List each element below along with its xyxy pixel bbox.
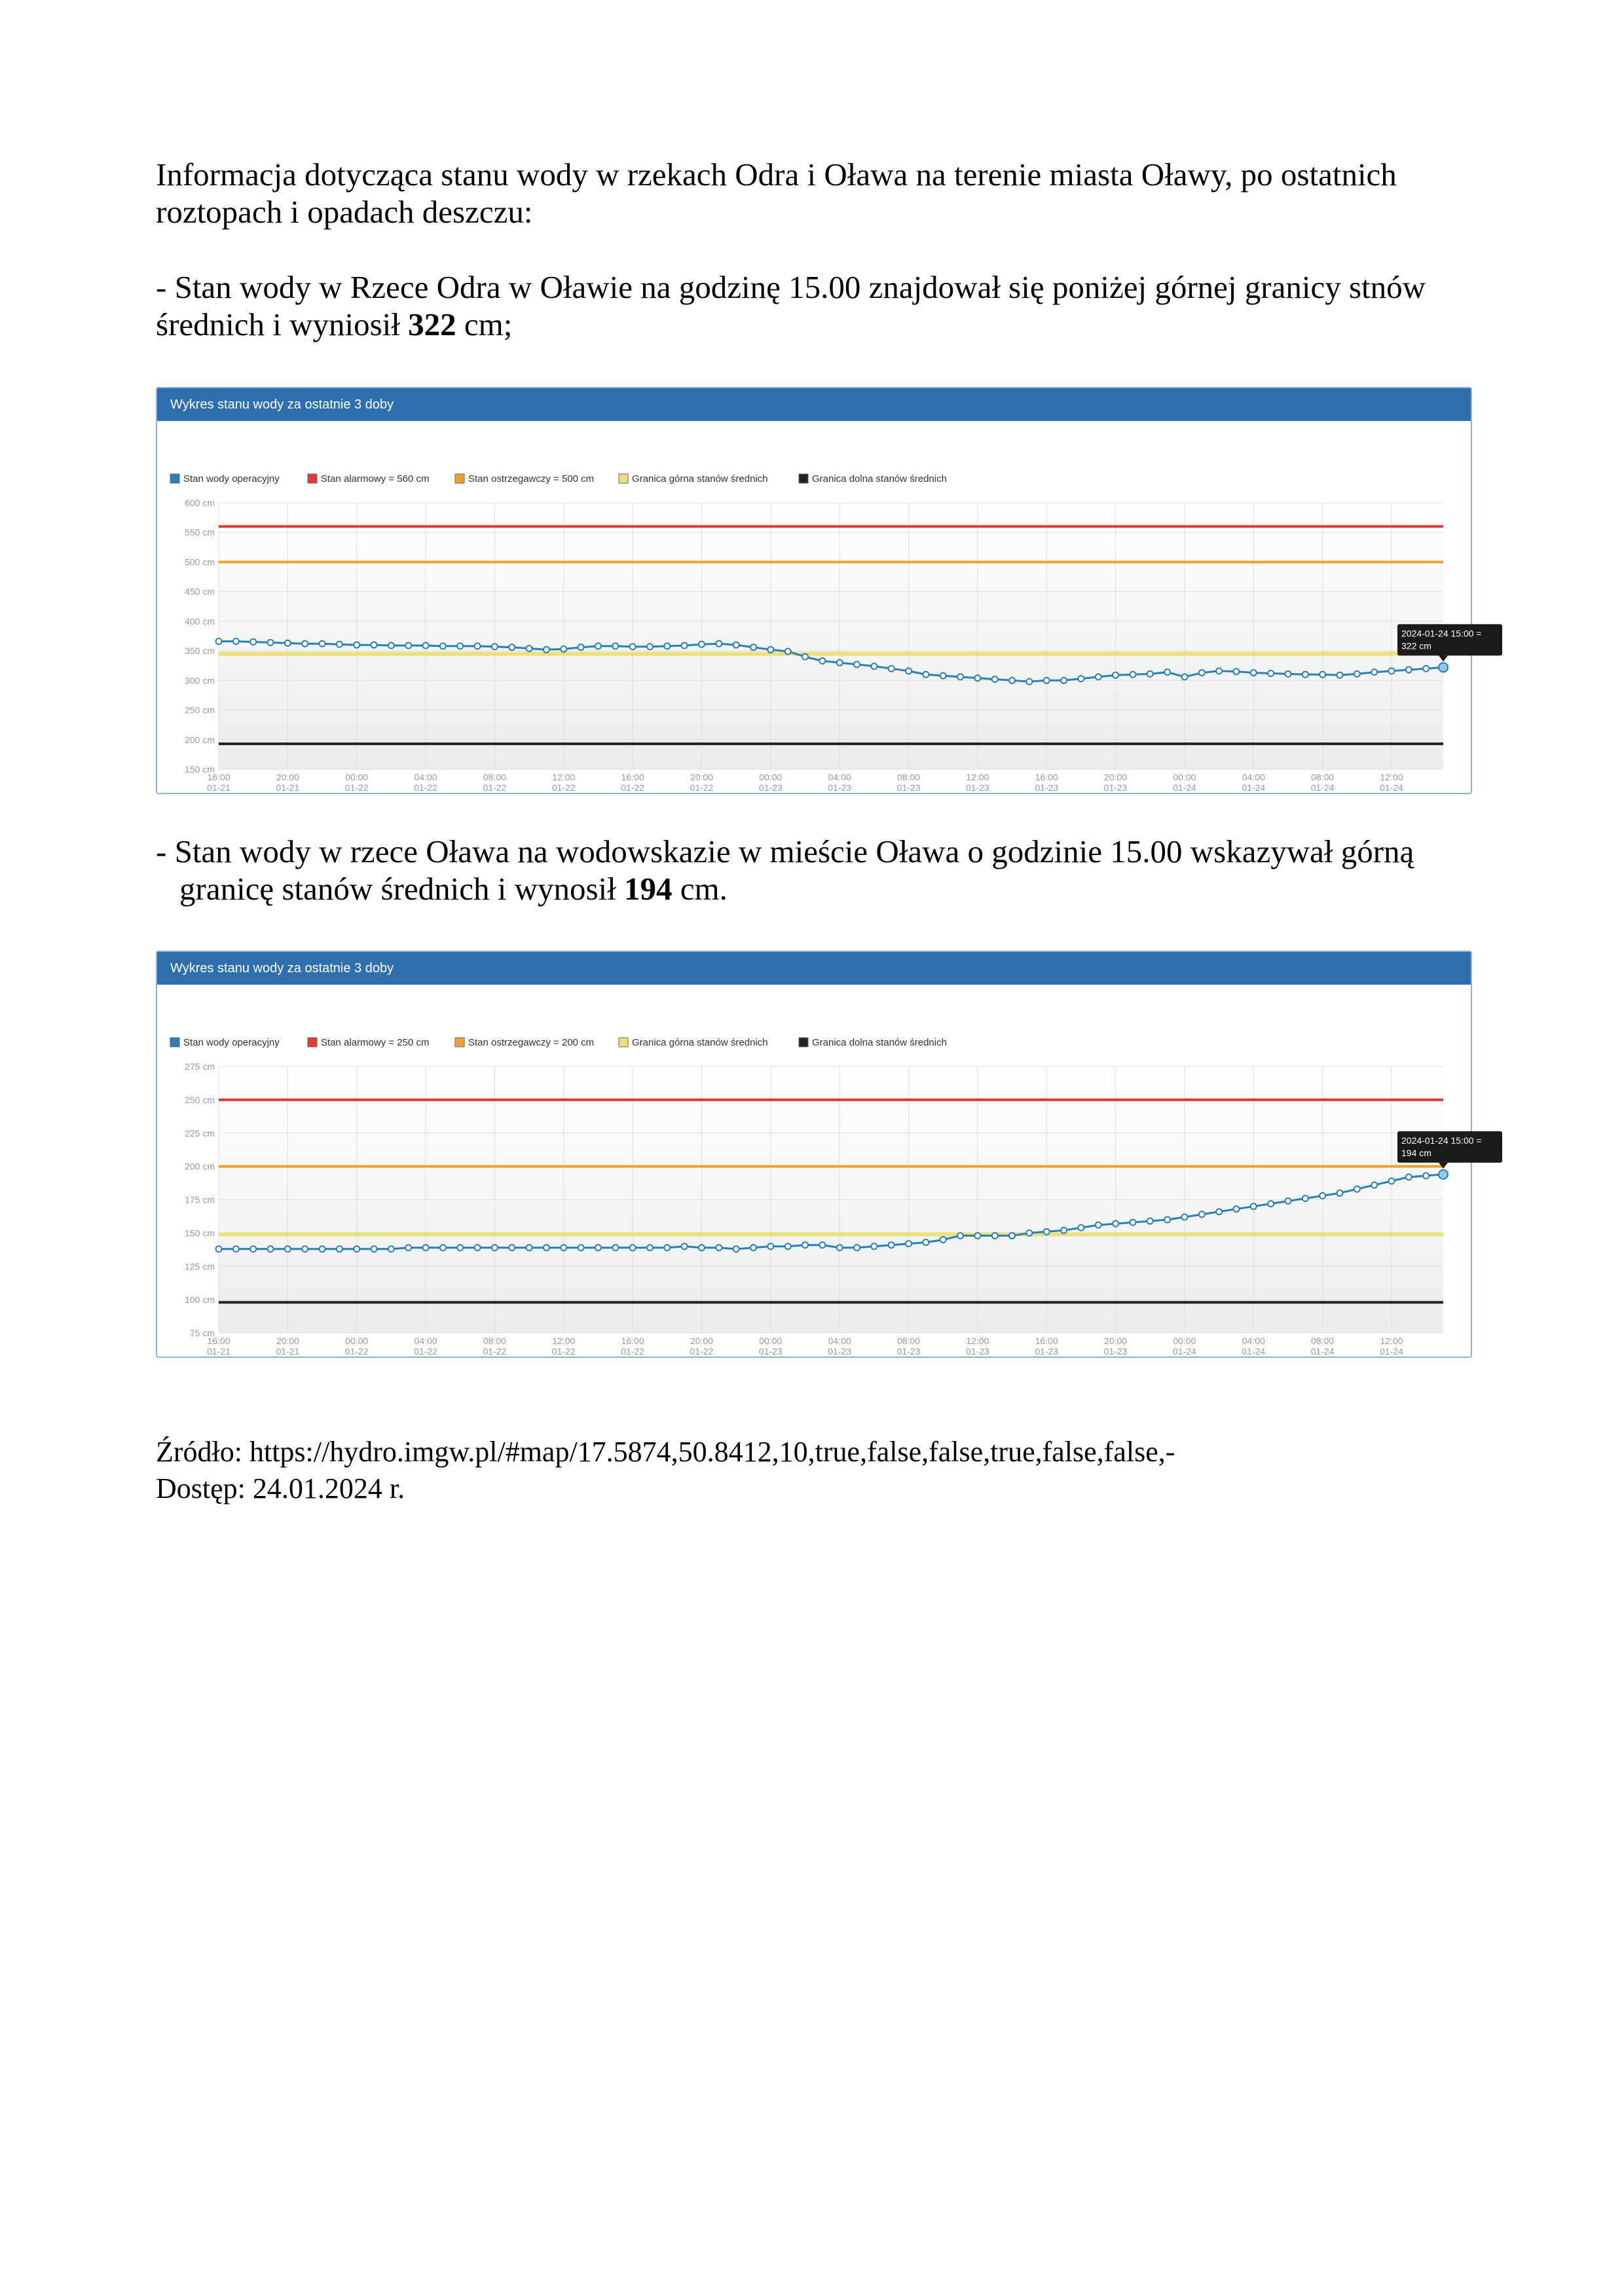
legend-swatch [619,1038,628,1047]
legend-label: Granica dolna stanów średnich [812,473,947,484]
x-tick-time: 04:00 [414,772,437,782]
data-point [837,660,843,666]
data-point [733,1246,739,1252]
tooltip-value: 194 cm [1401,1147,1431,1158]
data-point [630,1245,636,1250]
data-point [492,644,498,649]
data-point [250,639,256,645]
x-tick-time: 20:00 [690,772,713,782]
x-tick-time: 08:00 [483,772,506,782]
data-point [1302,672,1308,678]
x-tick-time: 08:00 [1311,772,1335,782]
data-point [337,1246,342,1252]
data-point [1061,678,1067,683]
data-point [992,676,998,682]
legend-swatch [455,474,464,483]
data-point [216,638,222,644]
source-line: Źródło: https://hydro.imgw.pl/#map/17.5874,50.8412,10,true,false,false,true,false,false,- [156,1436,1175,1468]
data-point [1061,1228,1067,1233]
data-point [682,1243,688,1249]
y-tick-label: 150 cm [185,1228,215,1239]
data-point [889,1242,895,1248]
data-point [405,1245,411,1250]
data-point [1147,671,1153,677]
data-point [423,1245,429,1250]
x-tick-date: 01-22 [414,1346,437,1357]
x-tick-time: 00:00 [759,1336,783,1346]
legend-label: Stan alarmowy = 560 cm [321,473,430,484]
x-tick-time: 20:00 [690,1336,713,1346]
data-point [354,642,360,648]
x-tick-date: 01-23 [1035,1346,1059,1357]
x-tick-date: 01-23 [828,782,852,793]
x-tick-date: 01-23 [758,782,783,793]
data-point [1164,669,1170,675]
x-tick-time: 20:00 [1104,1336,1128,1346]
data-point [1354,1186,1360,1192]
data-point [1181,1214,1187,1220]
intro-paragraph [156,156,1479,230]
x-tick-time: 00:00 [759,772,783,782]
data-point [906,1241,912,1247]
data-point [785,649,791,655]
data-point [388,642,394,648]
x-tick-date: 01-21 [207,782,231,793]
data-point [974,675,980,681]
data-point [526,1245,532,1250]
y-tick-label: 100 cm [185,1294,215,1305]
x-tick-time: 00:00 [345,772,369,782]
x-tick-date: 01-24 [1310,782,1335,793]
x-tick-time: 12:00 [966,1336,989,1346]
x-tick-date: 01-21 [276,1346,300,1357]
data-point [750,1245,756,1250]
legend-swatch [308,474,317,483]
x-tick-time: 20:00 [1104,772,1128,782]
data-point [1233,1206,1239,1212]
data-point [1199,1211,1205,1217]
access-line: Dostęp: 24.01.2024 r. [156,1472,405,1504]
data-point [716,1245,722,1250]
data-point [957,1233,963,1239]
odra-chart [157,421,1482,793]
x-tick-time: 04:00 [828,772,851,782]
data-point [1096,674,1101,680]
data-point [1337,1190,1342,1196]
legend-item [455,473,594,484]
y-tick-label: 125 cm [185,1261,215,1272]
x-tick-time: 04:00 [414,1336,437,1346]
panel-header: Wykres stanu wody za ostatnie 3 doby [157,388,1471,421]
legend-label: Stan ostrzegawczy = 200 cm [468,1037,595,1048]
x-tick-time: 20:00 [276,1336,299,1346]
x-tick-date: 01-23 [1103,1346,1128,1357]
data-point [767,647,773,653]
olawa-text-2: granicę stanów średnich i wynosił [179,871,625,907]
data-point [561,1245,566,1250]
data-point [647,1245,653,1250]
x-tick-date: 01-23 [896,1346,921,1357]
data-point [509,1245,515,1250]
data-point [268,640,274,646]
data-point [647,644,653,649]
x-tick-time: 16:00 [207,772,231,782]
x-tick-time: 12:00 [966,772,989,782]
y-tick-label: 225 cm [185,1127,215,1139]
data-point [285,1246,291,1252]
data-point [1285,1198,1291,1204]
legend-swatch [619,474,628,483]
data-point [1044,678,1050,683]
data-point [1147,1218,1153,1224]
legend-swatch [455,1038,464,1047]
x-tick-time: 16:00 [621,772,644,782]
x-tick-date: 01-21 [207,1346,231,1357]
data-point [1406,1174,1412,1180]
odra-chart-panel [156,387,1482,794]
data-point [1268,670,1274,676]
data-point [802,654,808,660]
x-tick-date: 01-22 [621,1346,645,1357]
legend-item [799,1037,947,1048]
x-tick-date: 01-23 [1035,782,1059,793]
data-point [1439,1170,1448,1179]
tooltip-value: 322 cm [1401,640,1431,651]
legend-item [455,1037,594,1048]
data-point [664,1245,670,1250]
y-tick-label: 175 cm [185,1194,215,1205]
data-point [423,642,429,648]
data-point [871,663,877,669]
data-point [733,642,739,648]
x-tick-date: 01-21 [276,782,300,793]
olawa-paragraph [156,833,1479,907]
data-point [1009,678,1015,683]
data-point [440,1245,446,1250]
data-point [595,1245,601,1250]
x-tick-date: 01-22 [344,1346,369,1357]
data-point [595,643,601,649]
x-tick-date: 01-22 [551,1346,576,1357]
x-tick-time: 12:00 [552,1336,576,1346]
legend-swatch [799,1038,808,1047]
x-tick-time: 20:00 [276,772,299,782]
y-tick-label: 350 cm [185,646,215,657]
legend-item [170,1037,280,1048]
odra-unit: cm; [456,306,513,342]
data-point [1423,666,1429,672]
x-tick-date: 01-23 [758,1346,783,1357]
data-point [1388,668,1394,674]
data-point [1371,669,1377,675]
data-point [509,644,515,650]
data-point [233,638,239,644]
legend-item [619,473,768,484]
data-point [578,644,584,650]
data-point [819,1242,825,1248]
data-point [302,641,308,647]
data-point [992,1233,998,1239]
panel-header: Wykres stanu wody za ostatnie 3 doby [157,952,1471,985]
x-tick-time: 12:00 [552,772,576,782]
x-tick-time: 00:00 [1173,1336,1196,1346]
legend-item [799,473,947,484]
legend-swatch [170,1038,179,1047]
data-point [1388,1178,1394,1184]
data-point [819,658,825,664]
olawa-text: - Stan wody w rzece Oława na wodowskazie w mieście Oława o godzinie 15.00 wskazywał górną [156,833,1414,869]
data-point [268,1246,274,1252]
data-point [1251,670,1257,676]
data-point [716,641,722,647]
data-point [854,1245,860,1250]
data-point [1320,1193,1325,1199]
legend-item [308,1037,430,1048]
data-point [630,644,636,649]
data-point [250,1246,256,1252]
legend-label: Stan wody operacyjny [183,473,280,484]
y-tick-label: 275 cm [185,1061,215,1072]
x-tick-date: 01-22 [690,1346,714,1357]
data-point [440,643,446,649]
data-point [1113,672,1118,678]
y-tick-label: 400 cm [185,615,215,627]
x-tick-date: 01-22 [414,782,437,793]
data-point [337,642,342,647]
data-point [320,641,325,647]
olawa-value: 194 [624,871,673,907]
data-point [940,1237,946,1243]
x-tick-date: 01-22 [551,782,576,793]
x-tick-date: 01-23 [828,1346,852,1357]
data-point [1130,1220,1135,1226]
data-point [1113,1221,1118,1227]
olawa-chart [157,985,1482,1357]
data-point [1164,1217,1170,1223]
data-point [371,642,377,648]
x-tick-date: 01-22 [621,782,645,793]
data-point [457,1245,463,1250]
y-tick-label: 550 cm [185,527,215,538]
x-tick-date: 01-24 [1310,1346,1335,1357]
data-point [578,1245,584,1250]
data-point [544,1245,549,1250]
data-point [854,661,860,667]
olawa-chart-panel [156,951,1482,1358]
data-point [302,1246,308,1252]
data-point [1439,663,1448,672]
y-tick-label: 300 cm [185,675,215,686]
legend-label: Stan ostrzegawczy = 500 cm [468,473,595,484]
data-point [561,646,566,652]
data-point [1285,671,1291,677]
data-point [1302,1195,1308,1201]
x-tick-date: 01-22 [483,1346,507,1357]
data-point [1216,1209,1222,1214]
data-point [802,1242,808,1248]
data-point [405,642,411,648]
data-point [785,1243,791,1249]
data-point [1044,1229,1050,1235]
data-point [216,1246,222,1252]
x-tick-date: 01-23 [965,1346,989,1357]
data-point [320,1246,325,1252]
data-point [923,672,929,678]
data-point [1026,679,1032,685]
data-point [1268,1201,1274,1207]
x-tick-time: 12:00 [1380,772,1403,782]
data-point [1009,1233,1015,1239]
x-tick-time: 08:00 [896,1336,921,1346]
data-point [1354,671,1360,677]
x-tick-date: 01-23 [1103,782,1128,793]
x-tick-time: 08:00 [483,1336,506,1346]
olawa-unit: cm. [672,871,728,907]
data-point [388,1246,394,1252]
data-point [767,1243,773,1249]
legend-item [619,1037,768,1048]
data-point [475,643,481,649]
odra-text: - Stan wody w Rzece Odra w Oławie na godzinę 15.00 znajdował się poniżej górnej granicy stnów średnich i wyniosił [156,269,1426,342]
x-tick-time: 08:00 [896,772,921,782]
legend-label: Stan wody operacyjny [183,1037,280,1048]
data-point [750,644,756,650]
legend-label: Stan alarmowy = 250 cm [321,1037,430,1048]
data-point [664,643,670,649]
data-point [1406,667,1412,673]
data-point [906,668,912,674]
x-tick-time: 00:00 [1173,772,1196,782]
data-point [371,1246,377,1252]
data-point [837,1245,843,1250]
data-point [544,647,549,653]
data-point [699,1245,705,1250]
x-tick-time: 00:00 [345,1336,369,1346]
data-point [526,646,532,651]
x-tick-time: 08:00 [1311,1336,1335,1346]
data-point [1337,672,1342,678]
x-tick-date: 01-24 [1242,782,1266,793]
x-tick-date: 01-22 [690,782,714,793]
data-point [354,1246,360,1252]
y-tick-label: 250 cm [185,704,215,716]
data-point [285,640,291,646]
x-tick-date: 01-24 [1173,1346,1196,1357]
data-point [889,666,895,672]
y-tick-label: 500 cm [185,556,215,568]
data-point [957,674,963,680]
legend-label: Granica dolna stanów średnich [812,1037,947,1048]
x-tick-time: 16:00 [207,1336,231,1346]
data-point [475,1245,481,1250]
data-point [612,1245,618,1250]
legend-swatch [308,1038,317,1047]
y-tick-label: 450 cm [185,586,215,597]
y-tick-label: 150 cm [185,764,215,774]
data-point [871,1243,877,1249]
legend-label: Granica górna stanów średnich [632,1037,768,1048]
x-tick-time: 16:00 [1035,1336,1058,1346]
x-tick-date: 01-22 [344,782,369,793]
legend-label: Granica górna stanów średnich [632,473,768,484]
data-point [1078,1225,1084,1231]
x-tick-date: 01-24 [1380,1346,1403,1357]
tooltip-line: 2024-01-24 15:00 = [1401,628,1482,639]
data-point [1216,668,1222,674]
tooltip-line: 2024-01-24 15:00 = [1401,1135,1482,1146]
data-point [1078,676,1084,682]
x-tick-date: 01-22 [483,782,507,793]
data-point [940,673,946,679]
data-point [233,1246,239,1252]
legend-item [170,473,280,484]
y-tick-label: 200 cm [185,734,215,745]
y-tick-label: 200 cm [185,1161,215,1172]
legend-swatch [170,474,179,483]
legend-item [308,473,430,484]
x-tick-time: 04:00 [1242,772,1265,782]
x-tick-time: 16:00 [1035,772,1058,782]
odra-value: 322 [408,306,456,342]
plot-area [219,503,1443,769]
data-point [1026,1230,1032,1236]
x-tick-date: 01-24 [1173,782,1196,793]
data-point [682,642,688,648]
data-point [1181,674,1187,680]
data-point [1320,672,1325,678]
x-tick-time: 04:00 [1242,1336,1265,1346]
data-point [699,642,705,647]
y-tick-label: 600 cm [185,498,215,508]
data-point [1423,1173,1429,1178]
x-tick-date: 01-23 [896,782,921,793]
odra-paragraph [156,268,1479,343]
intro-text: Informacja dotycząca stanu wody w rzekach Odra i Oława na terenie miasta Oławy, po ostatnich roztopach i opadach deszczu: [156,156,1397,230]
data-point [492,1245,498,1250]
data-point [974,1233,980,1239]
data-point [1233,668,1239,674]
x-tick-time: 04:00 [828,1336,851,1346]
data-point [612,643,618,649]
y-tick-label: 250 cm [185,1094,215,1105]
legend-swatch [799,474,808,483]
x-tick-date: 01-24 [1380,782,1403,793]
data-point [1371,1182,1377,1188]
data-point [923,1239,929,1245]
x-tick-time: 16:00 [621,1336,644,1346]
data-point [1096,1222,1101,1228]
x-tick-date: 01-24 [1242,1346,1266,1357]
data-point [1251,1203,1257,1209]
data-point [1199,670,1205,676]
y-tick-label: 75 cm [189,1328,215,1338]
data-point [457,643,463,649]
x-tick-time: 12:00 [1380,1336,1403,1346]
data-point [1130,672,1135,678]
x-tick-date: 01-23 [965,782,989,793]
